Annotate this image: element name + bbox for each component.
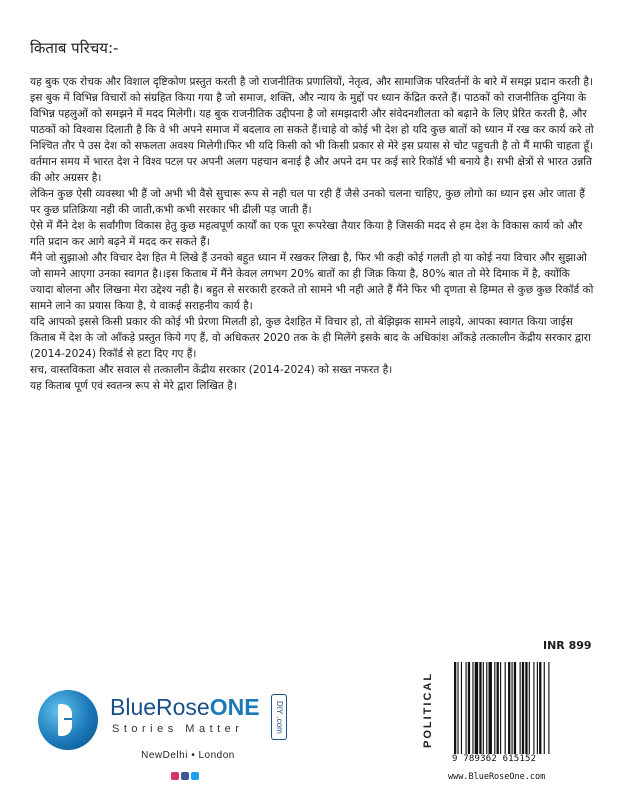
barcode-bar [508, 662, 510, 754]
description-paragraph: लेकिन कुछ ऐसी व्यवस्था भी हैं जो अभी भी वैसे सुचारू रूप से नही चल पा रही हैं जैसे उनको चलना चाहिए, कुछ लोगो का ध्यान इस ओर जाता हैं पर कुछ प्रतिक्रिया नही की जाती,कभी कभी सरकार भी ढीली पड़ जाती हैं। [30, 188, 586, 216]
description-paragraph: यह बुक एक रोचक और विशाल दृष्टिकोण प्रस्तुत करती है जो राजनीतिक प्रणालियों, नेतृत्व, और सामाजिक परिवर्तनों के बारे में समझ प्रदान करती है। इस बुक में विभिन्न विचारों को संग्रहित किया गया है जो समाज, शक्ति, और न्याय के मुद्दों पर ध्यान केंद्रित करते हैं। पाठकों को राजनीतिक दुनिया के विभिन्न पहलुओं को समझने में मदद मिलेगी। यह बुक राजनीतिक उद्दीपना है जो समझदारी और संवेदनशीलता को बढ़ाने के लिए प्रेरित करती है, और पाठकों को विश्वास दिलाती है कि वे भी अपने समाज में बदलाव ला सकते हैं।चाहे वो कोई भी देश हो यदि कुछ बातों को ध्यान में रख कर कार्य करे तो निश्चित तौर पे उस देश को सफलता अवश्य मिलेगी।फिर भी यदि किसी को भी किसी प्रकार से मेरे इस प्रयास से चोट पहुचती है तो मैं माफी चाहता हूँ। [30, 76, 594, 152]
isbn-digits: 9 789362 615152 [452, 754, 537, 764]
barcode-bar [544, 662, 545, 754]
book-description [30, 74, 595, 394]
social-icons [171, 772, 201, 783]
twitter-icon [191, 772, 199, 780]
barcode-bar [539, 662, 541, 754]
description-paragraph: ऐसे में मैंने देश के सर्वांगीण विकास हेतु कुछ महत्वपूर्ण कार्यों का एक पूरा रूपरेखा तैयार किया है जिसकी मदद से हम देश के विकास कार्य को और गति प्रदान कर आगे बढ़ने में मदद कर सकते हैं। [30, 220, 583, 248]
publisher-website: www.BlueRoseOne.com [448, 772, 546, 782]
barcode-bar [497, 662, 499, 754]
publisher-name [110, 694, 260, 721]
barcode-bar [461, 662, 462, 754]
price-label: INR 899 [543, 639, 592, 652]
barcode-bar [514, 662, 516, 754]
barcode-bar [512, 662, 513, 754]
section-heading: किताब परिचय:- [30, 39, 119, 57]
instagram-icon [171, 772, 179, 780]
barcode-bar [466, 662, 467, 754]
barcode-bar [494, 662, 495, 754]
isbn-barcode [452, 662, 588, 754]
description-paragraph: यदि आपको इससे किसी प्रकार की कोई भी प्रेरणा मिलती हो, कुछ देशहित में विचार हो, तो बेझिझक सामने लाइये, आपका स्वागत किया जाईस किताब में देश के जो आँकड़े प्रस्तुत किये गए हैं, वो अधिकतर 2020 तक के ही मिलेंगे इसके बाद के अधिकांश आँकड़े तत्कालीन केंद्रीय सरकार द्वारा (2014-2024) रिकॉर्ड से हटा दिए गए हैं। [30, 316, 591, 360]
publisher-name-part1: BlueRose [110, 694, 210, 720]
publisher-tagline: Stories Matter [112, 723, 244, 735]
description-paragraph: सच, वास्तविकता और सवाल से तत्कालीन केंद्रीय सरकार (2014-2024) को सख्त नफरत है। [30, 364, 393, 376]
publisher-cities: NewDelhi • London [141, 750, 235, 761]
barcode-bar [529, 662, 530, 754]
publisher-logo [38, 690, 298, 790]
genre-label: POLITICAL [422, 671, 434, 748]
barcode-bar [489, 662, 492, 754]
barcode-bar [537, 662, 538, 754]
description-paragraph: मैंने जो सुझाओ और विचार देश हित मे लिखे हैं उनको बहुत ध्यान में रखकर लिखा है, फिर भी कही कोई गलती हो या कोई नया विचार और सुझाओ जो सामने आएगा उनका स्वागत है।।इस किताब में मैंने केवल लगभग 20% बातों का ही जिक्र किया है, 80% बात तो मेरे दिमाक में है, क्योंकि ज्यादा बोलना और लिखना मेरा उद्देश्य नही है। बहुत से सरकारी हरकते तो सामने भी नही आते हैं मैंने फिर भी दृणता से हिम्मत से कुछ कुछ रिकॉर्ड को सामने लाने का प्रयास किया है, ये वाकई सराहनीय कार्य है। [30, 252, 594, 312]
barcode-bar [522, 662, 524, 754]
barcode-bar [500, 662, 501, 754]
barcode-bar [505, 662, 506, 754]
barcode-bar [454, 662, 456, 754]
publisher-side-label: DIY .com [271, 694, 287, 740]
barcode-bar [483, 662, 484, 754]
facebook-icon [181, 772, 189, 780]
barcode-bar [548, 662, 549, 754]
barcode-bar [486, 662, 487, 754]
bluerose-logo-icon [38, 690, 98, 750]
barcode-bar [475, 662, 478, 754]
barcode-bar [525, 662, 527, 754]
barcode-bar [468, 662, 470, 754]
barcode-bar [520, 662, 521, 754]
publisher-name-part2: ONE [209, 694, 260, 720]
description-paragraph: यह किताब पूर्ण एवं स्वतन्त्र रूप से मेरे द्वारा लिखित है। [30, 380, 237, 392]
barcode-bar [472, 662, 473, 754]
barcode-bar [479, 662, 481, 754]
barcode-bar [457, 662, 458, 754]
description-paragraph: वर्तमान समय में भारत देश ने विश्व पटल पर अपनी अलग पहचान बनाई है और अपने दम पर कई सारे रिकॉर्ड भी बनाये है। सभी क्षेत्रों से भारत उन्नति की ओर अग्रसर है। [30, 156, 593, 184]
barcode-bar [533, 662, 534, 754]
